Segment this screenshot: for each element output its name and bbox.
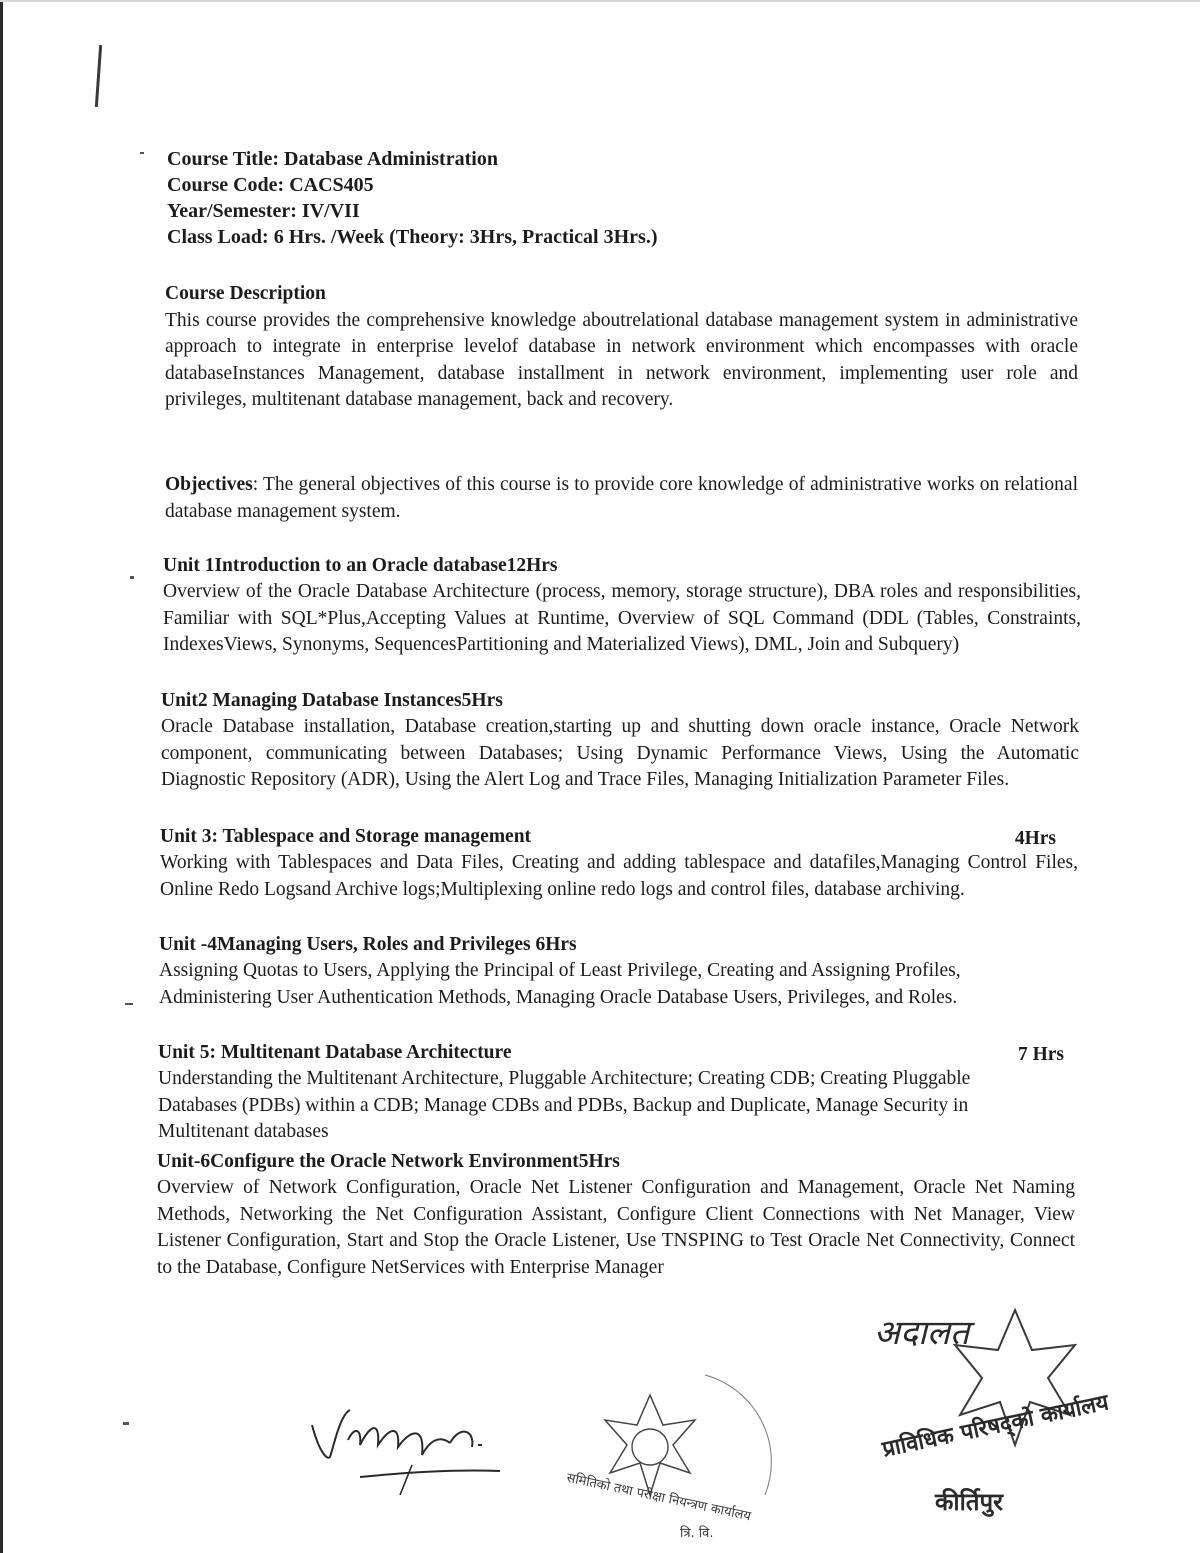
unit-6 [157, 1149, 1075, 1281]
scan-speck [130, 576, 134, 579]
unit-5 [158, 1040, 1076, 1146]
unit-title: Unit 1Introduction to an Oracle database12Hrs [163, 555, 558, 576]
unit-hours: 7 Hrs [1017, 1044, 1064, 1065]
unit-body: Understanding the Multitenant Architecture, Pluggable Architecture; Creating CDB; Creating Pluggable Databases (PDBs) within a CDB; Manage CDBs and PDBs, Backup and Duplicate, Manage Security in Multitenant databases [158, 1068, 971, 1142]
unit-body: Working with Tablespaces and Data Files, Creating and adding tablespace and datafiles,Managing Control Files, Online Redo Logsand Archive logs;Multiplexing online redo logs and control files, database archiving. [160, 852, 1078, 900]
description-heading: Course Description [165, 283, 326, 304]
seal-left-sub: त्रि. वि. [680, 1526, 714, 1541]
handwritten-signature [300, 1385, 520, 1495]
seal-emblem-icon [565, 1355, 795, 1545]
course-title: Course Title: Database Administration [167, 148, 498, 170]
unit-body: Overview of Network Configuration, Oracle Net Listener Configuration and Management, Oracle Net Naming Methods, Networking the Net Configuration Assistant, Configure Client Connections with Net Manager, View Listener Configuration, Start and Stop the Oracle Listener, Use TNSPING to Test Oracle Net Connectivity, Connect to the Database, Configure NetServices with Enterprise Manager [157, 1177, 1075, 1278]
official-seal-left [565, 1355, 795, 1545]
unit-4 [159, 932, 1077, 1011]
objectives [165, 472, 1078, 525]
unit-title: Unit2 Managing Database Instances5Hrs [161, 690, 503, 711]
unit-title: Unit 5: Multitenant Database Architecture [158, 1042, 512, 1063]
scan-dash [125, 1003, 133, 1005]
seal-right-sub: कीर्तिपुर [935, 1488, 1003, 1516]
seal-left-text: समितिको तथा परीक्षा नियन्त्रण कार्यालय [565, 1470, 753, 1525]
unit-body: Overview of the Oracle Database Architecture (process, memory, storage structure), DBA roles and responsibilities, Familiar with SQL*Plus,Accepting Values at Runtime, Overview of SQL Command (DDL (Tables, Constraints, IndexesViews, Synonyms, SequencesPartitioning and Materialized Views), DML, Join and Subquery) [163, 581, 1081, 655]
unit-hours: 4Hrs [1014, 828, 1056, 849]
scan-speck [123, 1422, 129, 1425]
scan-mark [95, 45, 102, 107]
course-load: Class Load: 6 Hrs. /Week (Theory: 3Hrs, Practical 3Hrs.) [167, 226, 658, 248]
unit-title: Unit-6Configure the Oracle Network Environment5Hrs [157, 1151, 620, 1172]
seal-right-text: प्राविधिक परिषद्को कार्यालय [880, 1390, 1111, 1463]
scan-edge-left [0, 0, 3, 1553]
course-code: Course Code: CACS405 [167, 174, 374, 196]
course-description [165, 281, 1078, 414]
unit-3 [160, 824, 1078, 903]
objectives-text: : The general objectives of this course is to provide core knowledge of administrative works on relational database management system. [165, 474, 1078, 522]
unit-2 [161, 688, 1079, 794]
scan-speck [140, 152, 144, 154]
official-seal-right [860, 1300, 1150, 1540]
seal-right-signature: अदालत [874, 1313, 970, 1353]
course-year: Year/Semester: IV/VII [167, 200, 360, 222]
unit-1 [163, 553, 1081, 659]
scan-edge-top [0, 0, 1200, 2]
unit-body: Oracle Database installation, Database creation,starting up and shutting down oracle instance, Oracle Network component, communicating between Databases; Using Dynamic Performance Views, Using the Automatic Diagnostic Repository (ADR), Using the Alert Log and Trace Files, Managing Initialization Parameter Files. [161, 716, 1079, 790]
description-text: This course provides the comprehensive knowledge aboutrelational database management system in administrative approach to integrate in enterprise levelof database in network environment which encompasses with oracle databaseInstances Management, database installment in network environment, implementing user role and privileges, multitenant database management, back and recovery. [165, 309, 1078, 410]
course-header [167, 146, 1067, 250]
unit-body: Assigning Quotas to Users, Applying the Principal of Least Privilege, Creating and Assigning Profiles, Administering User Authentication Methods, Managing Oracle Database Users, Privileges, and Roles. [159, 960, 961, 1008]
unit-title: Unit -4Managing Users, Roles and Privileges 6Hrs [159, 934, 577, 955]
objectives-label: Objectives [165, 474, 253, 495]
unit-title: Unit 3: Tablespace and Storage management [160, 826, 532, 847]
